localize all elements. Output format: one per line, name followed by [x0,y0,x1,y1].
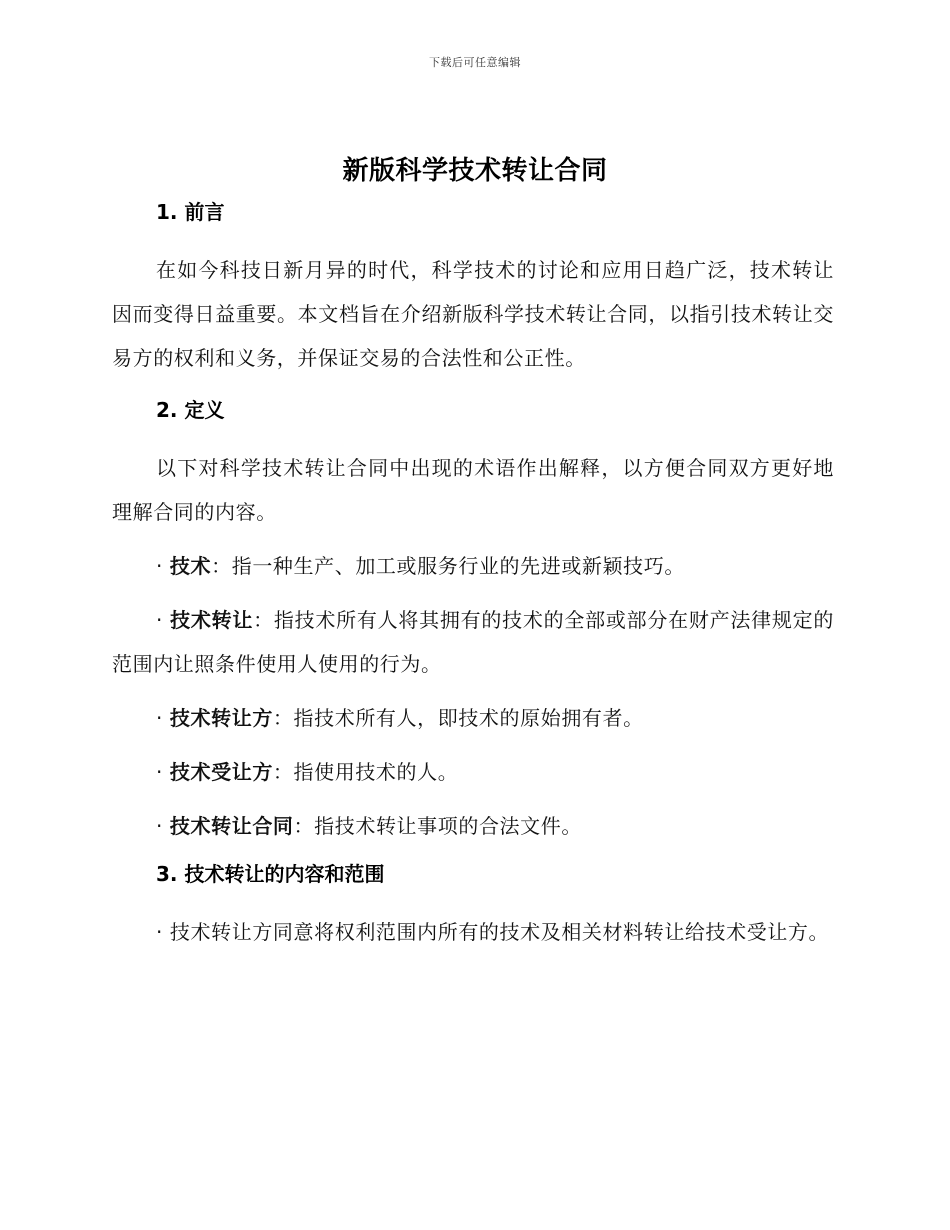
definition-term: 技术转让 [170,608,254,632]
definition-item [112,544,834,588]
definition-bullet: · [156,706,170,730]
definition-item [112,696,834,740]
section-heading-definitions: 2. 定义 [156,398,225,422]
definition-separator: ： [272,760,294,784]
section-heading-scope: 3. 技术转让的内容和范围 [156,862,385,886]
document-body [112,196,834,954]
definition-item [112,750,834,794]
definition-description: 指使用技术的人。 [293,760,459,784]
section-heading-preface: 1. 前言 [156,200,225,224]
definition-bullet: · [156,608,171,632]
header-note: 下载后可任意编辑 [429,56,521,69]
scope-paragraph: · 技术转让方同意将权利范围内所有的技术及相关材料转让给技术受让方。 [156,920,830,944]
definition-item [112,804,834,848]
definition-separator: ： [293,814,315,838]
definition-description: 指技术所有人将其拥有的技术的全部或部分在财产法律规定的范围内让照条件使用人使用的行为。 [112,608,835,676]
definition-bullet: · [156,760,170,784]
document-title: 新版科学技术转让合同 [342,156,608,186]
preface-paragraph: 在如今科技日新月异的时代，科学技术的讨论和应用日趋广泛，技术转让因而变得日益重要。本文档旨在介绍新版科学技术转让合同，以指引技术转让交易方的权利和义务，并保证交易的合法性和公正性。 [112,258,834,370]
definition-bullet: · [156,554,170,578]
definitions-intro-paragraph: 以下对科学技术转让合同中出现的术语作出解释，以方便合同双方更好地理解合同的内容。 [112,456,834,524]
definition-description: 指技术转让事项的合法文件。 [314,814,582,838]
definition-item [112,598,834,686]
definition-description: 指技术所有人，即技术的原始拥有者。 [293,706,644,730]
definition-bullet: · [156,814,170,838]
definition-separator: ： [272,706,294,730]
definition-term: 技术转让方 [169,706,273,730]
definition-term: 技术 [169,554,212,578]
definition-description: 指一种生产、加工或服务行业的先进或新颖技巧。 [231,554,685,578]
definition-term: 技术转让合同 [169,814,294,838]
definition-separator: ： [253,608,274,632]
definition-term: 技术受让方 [169,760,273,784]
definition-separator: ： [211,554,232,578]
